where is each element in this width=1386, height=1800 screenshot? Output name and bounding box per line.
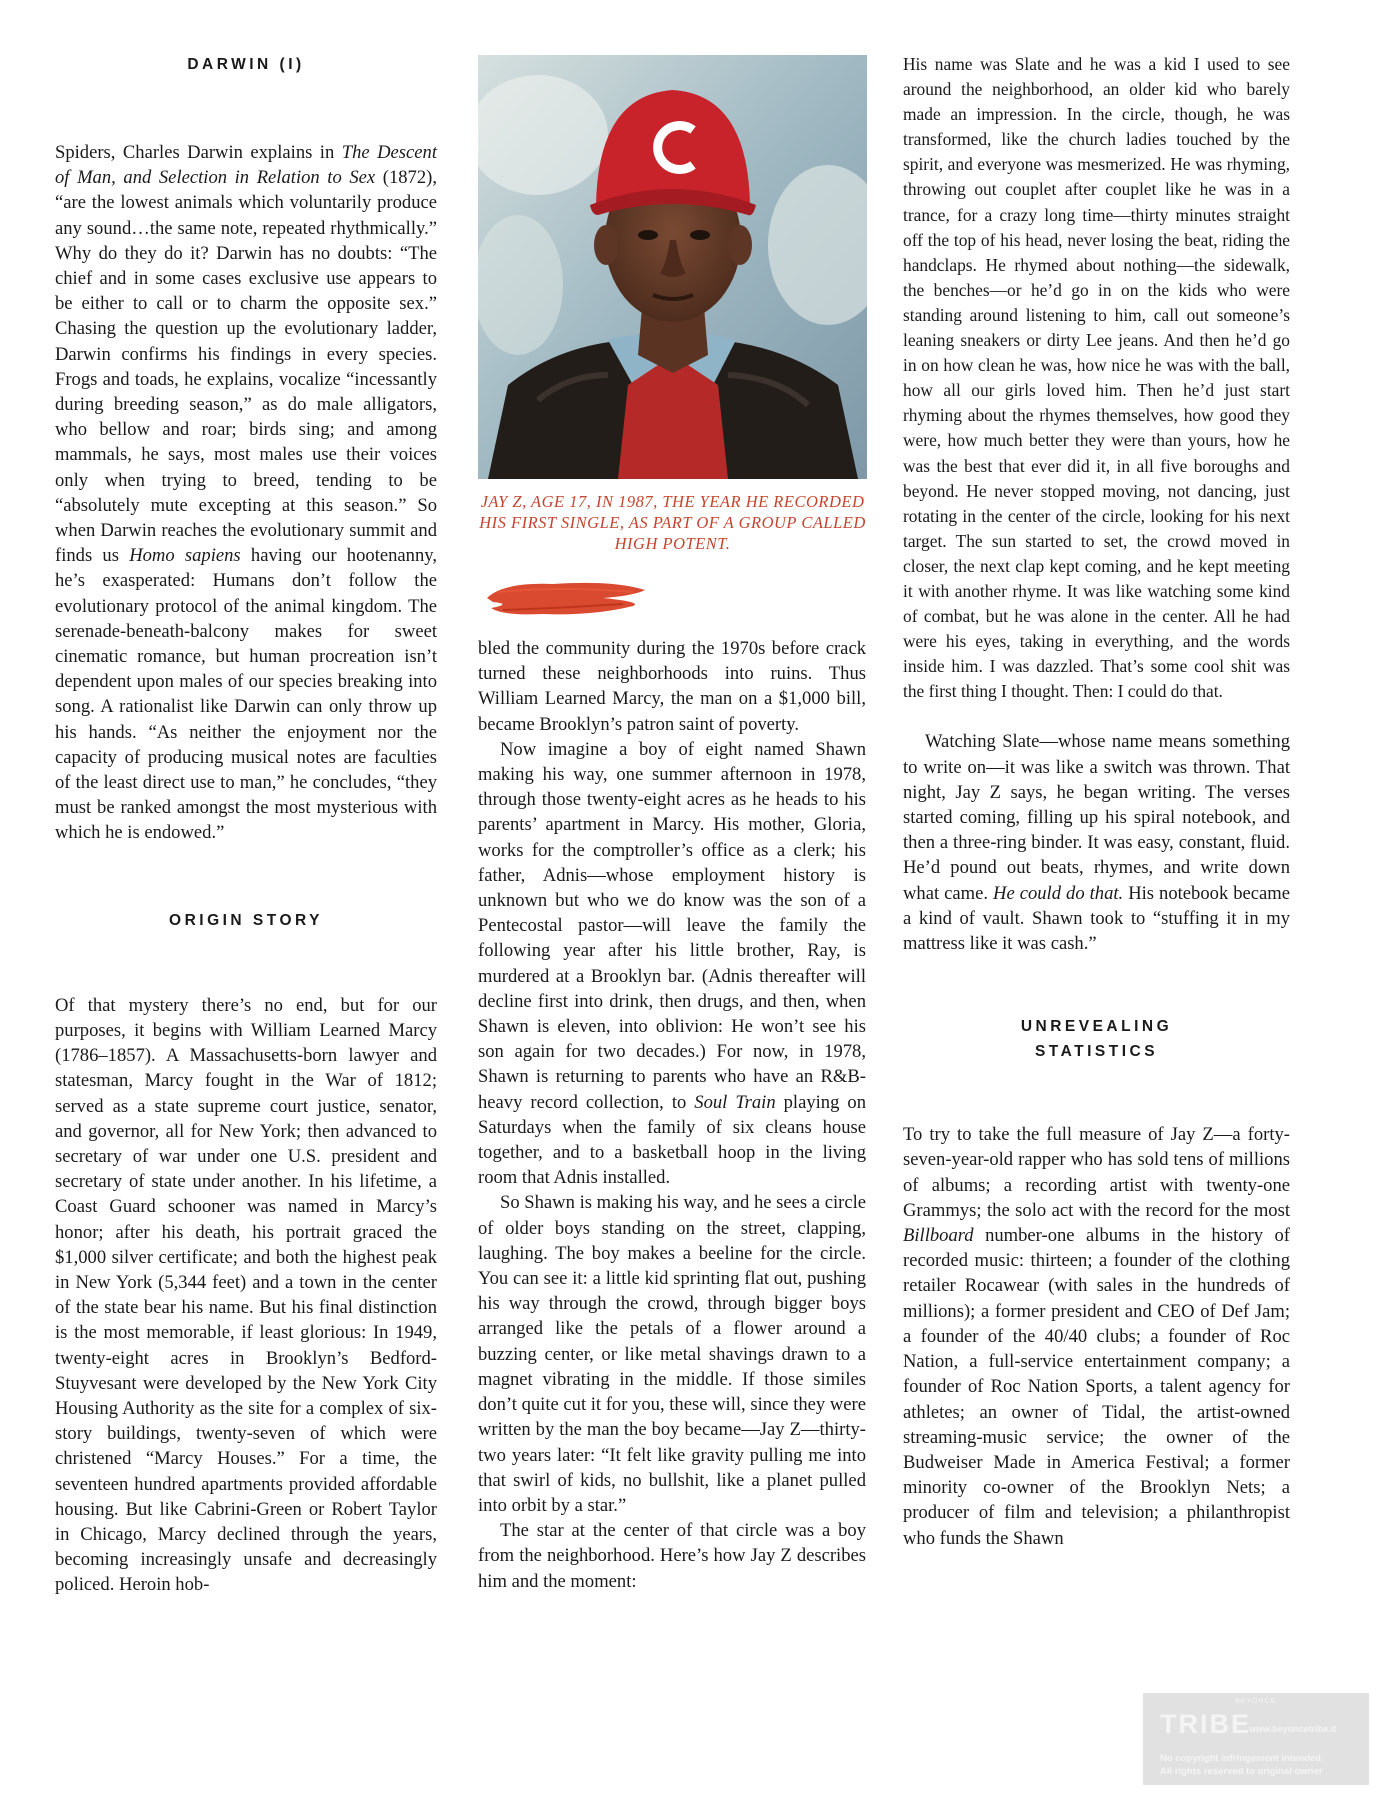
portrait-photo <box>478 55 867 479</box>
watermark-notice-1: No copyright infringement intended. <box>1160 1753 1324 1764</box>
heading-darwin: DARWIN (I) <box>187 56 305 73</box>
red-brush-stroke-icon <box>483 572 653 622</box>
portrait-photo-icon <box>478 55 867 479</box>
paragraph-origin-story: Of that mystery there’s no end, but for our purposes, it begins with William Learned Marcy (1786–1857). A Massachusetts-born lawyer and statesman, Marcy fought in the War of 1812; served as a state supreme court justice, senator, and governor, all for New York; then advanced to secretary of war under one U.S. president and secretary of state under another. In his lifetime, a Coast Guard schooner was named in Marcy’s honor; after his death, his portrait graced the $1,000 silver certificate; and both the highest peak in New York (5,344 feet) and a town in the center of the state bear his name. But his final distinction is the most memorable, if least glorious: In 1949, twenty-eight acres in Brooklyn’s Bedford-Stuyvesant were developed by the New York City Housing Authority as the site for a complex of six-story buildings, twenty-seven of which were christened “Marcy Houses.” For a time, the seventeen hundred apartments provided affordable housing. But like Cabrini-Green or Robert Taylor in Chicago, Marcy declined through the years, becoming increasingly unsafe and decreasingly policed. Heroin hob- <box>55 994 437 1596</box>
watermark-logo-text: TRIBE <box>1160 1709 1251 1739</box>
paragraph-star: The star at the center of that circle was a boy from the neighborhood. Here’s how Jay Z describes him and the moment: <box>478 1520 866 1592</box>
column-3 <box>903 52 1290 1551</box>
column-1 <box>55 0 437 1598</box>
paragraph-watching-slate: Watching Slate—whose name means something to write on—it was like a switch was thrown. That night, Jay Z says, he began writing. The verses started coming, filling up his spiral notebook, and then a three-ring binder. It was easy, constant, fluid. He’d pound out beats, rhymes, and write down what came. He could do that. His notebook became a kind of vault. Shawn took to “stuffing it in my mattress like it was cash.” <box>903 731 1291 955</box>
watermark-badge <box>1143 1693 1369 1785</box>
quote-slate: His name was Slate and he was a kid I used to see around the neighborhood, an older kid who barely made an impression. In the circle, though, he was transformed, like the church ladies touched by the spirit, and everyone was mesmerized. He was rhyming, throwing out couplet after couplet like he was in a trance, for a crazy long time—thirty minutes straight off the top of his head, never losing the beat, riding the handclaps. He rhymed about nothing—the sidewalk, the benches—or he’d go in on the kids who were standing around listening to him, call out someone’s leaning sneakers or dirty Lee jeans. And then he’d go in on how clean he was, how nice he was with the ball, how all our girls loved him. Then he’d just start rhyming about the rhymes themselves, how good they were, how much better they were than yours, how he was the best that ever did it, in all five boroughs and beyond. He never stopped moving, not dancing, just rotating in the center of the circle, looking for his next target. The sun started to set, the crowd moved in closer, the next clap kept coming, and he kept meeting it with another rhyme. It was like watching some kind of combat, but he was alone in the center. All he had were his eyes, taking in everything, and the words inside him. I was dazzled. That’s some cool shit was the first thing I thought. Then: I could do that. <box>903 54 1290 702</box>
watermark-small-text: BEYONCE <box>1235 1698 1277 1705</box>
heading-origin-story: ORIGIN STORY <box>169 911 323 929</box>
paragraph-darwin: Spiders, Charles Darwin explains in The Descent of Man, and Selection in Relation to Sex (1872), “are the lowest animals which voluntarily produce any sound…the same note, repeated rhythmically.” Why do they do it? Darwin has no doubts: “The chief and in some cases exclusive use appears to be either to call or to charm the opposite sex.” Chasing the question up the evolutionary ladder, Darwin confirms his findings in every species. Frogs and toads, he explains, vocalize “incessantly during breeding season,” as do male alligators, who bellow and roar; birds sing; and among mammals, he says, most males use their voices only when trying to breed, tending to be “absolutely mute excepting at this season.” So when Darwin reaches the evolutionary summit and finds us Homo sapiens having our hootenanny, he’s exasperated: Humans don’t follow the evolutionary protocol of the animal kingdom. The serenade-beneath-balcony makes for sweet cinematic romance, but human procreation isn’t dependent upon males of our species breaking into song. A rationalist like Darwin can only throw up his hands. “As neither the enjoyment nor the capacity of producing musical notes are faculties of the least direct use to man,” he concludes, “they must be ranked amongst the most mysterious with which he is endowed.” <box>55 142 437 844</box>
watermark-url: www.beyoncetribe.it <box>1249 1724 1337 1734</box>
paragraph-circle: So Shawn is making his way, and he sees a circle of older boys standing on the street, clapping, laughing. The boy makes a beeline for the circle. You can see it: a little kid sprinting flat out, pushing his way through the crowd, through bigger boys arranged like the petals of a flower around a buzzing center, or like metal shavings drawn to a magnet vibrating in the middle. If those similes don’t quite cut it for you, these will, since they were written by the man the boy became—Jay Z—thirty-two years later: “It felt like gravity pulling me into that swirl of kids, no bullshit, like a planet pulled into orbit by a star.” <box>478 1192 866 1516</box>
watermark-notice-2: All rights reserved to original owner <box>1160 1766 1323 1777</box>
column-2 <box>478 636 866 1594</box>
heading-unrevealing-statistics: UNREVEALING STATISTICS <box>1020 1018 1173 1061</box>
photo-caption: JAY Z, AGE 17, IN 1987, THE YEAR HE RECORDED HIS FIRST SINGLE, AS PART OF A GROUP CALLED HIGH POTENT. <box>479 492 866 553</box>
paragraph-statistics: To try to take the full measure of Jay Z—a forty-seven-year-old rapper who has sold tens of millions of albums; a recording artist with twenty-one Grammys; the solo act with the record for the most Billboard number-one albums in the history of recorded music: thirteen; a founder of the clothing retailer Rocawear (with sales in the hundreds of millions); a former president and CEO of Def Jam; a founder of the 40/40 clubs; a founder of Roc Nation, a full-service entertainment company; a founder of Roc Nation Sports, a talent agency for athletes; an owner of Tidal, the artist-owned streaming-music service; the owner of the Budweiser Made in America Festival; a former minority co-owner of the Brooklyn Nets; a producer of film and television; a philanthropist who funds the Shawn <box>903 1124 1290 1549</box>
paragraph-shawn: Now imagine a boy of eight named Shawn making his way, one summer afternoon in 1978, through those twenty-eight acres as he heads to his parents’ apartment in Marcy. His mother, Gloria, works for the comptroller’s office as a clerk; his father, Adnis—whose employment history is unknown but who we do know was the son of a Pentecostal pastor—will leave the family the following year after his little brother, Ray, is murdered at a Brooklyn bar. (Adnis thereafter will decline first into drink, then drugs, and then, when Shawn is eleven, into oblivion: He won’t see his son again for two decades.) For now, in 1978, Shawn is returning to parents who have an R&B-heavy record collection, to Soul Train playing on Saturdays when the family of six cleans house together, and to a basketball hoop in the living room that Adnis installed. <box>478 738 866 1189</box>
paragraph-marcy-poverty: bled the community during the 1970s before crack turned these neighborhoods into ruins. Thus William Learned Marcy, the man on a $1,000 bill, became Brooklyn’s patron saint of poverty. <box>478 638 866 735</box>
